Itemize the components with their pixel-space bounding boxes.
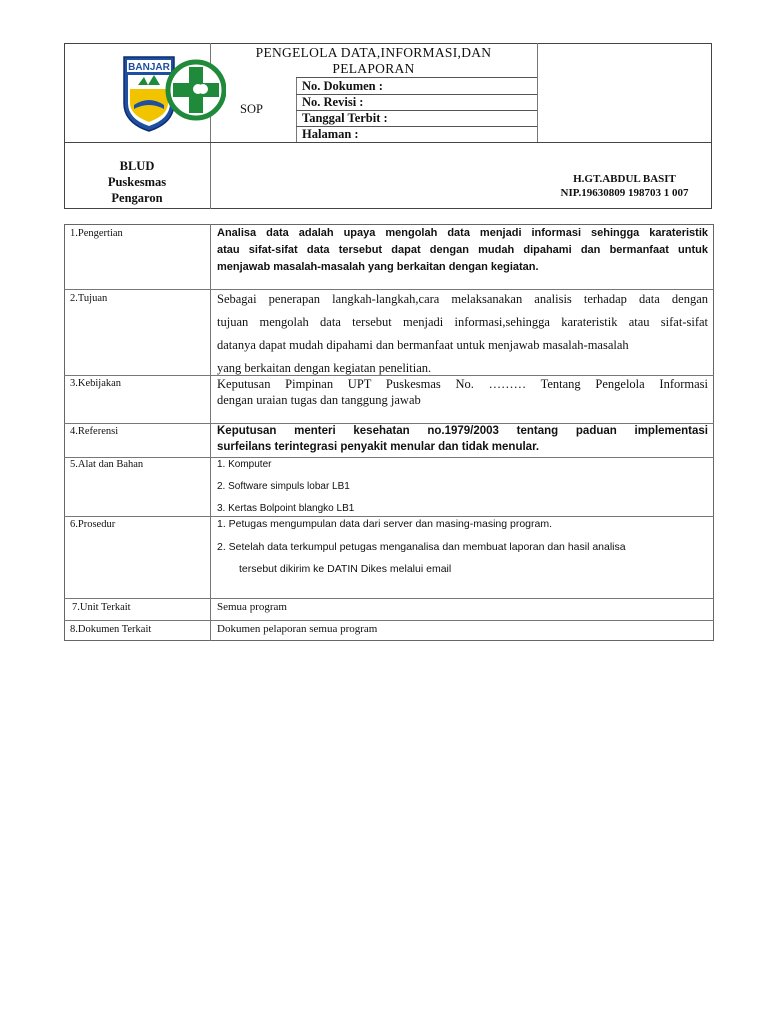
- dokumen-terkait-label: 8.Dokumen Terkait: [70, 624, 152, 635]
- alat-item: 2. Software simpuls lobar LB1: [217, 481, 350, 492]
- dokumen-terkait-value: Dokumen pelaporan semua program: [217, 623, 378, 635]
- prosedur-item: 2. Setelah data terkumpul petugas menganalisa dan membuat laporan dan hasil analisa: [217, 541, 626, 553]
- alat-label: 5.Alat dan Bahan: [70, 459, 144, 470]
- prosedur-item-continuation: tersebut dikirim ke DATIN Dikes melalui email: [239, 563, 452, 575]
- document-title-line1: PENGELOLA DATA,INFORMASI,DAN: [255, 45, 492, 60]
- referensi-label: 4.Referensi: [70, 426, 119, 437]
- prosedur-item: 1. Petugas mengumpulan data dari server dan masing-masing program.: [217, 518, 553, 530]
- document-title-line2: PELAPORAN: [332, 61, 415, 76]
- table-column-divider: [210, 224, 211, 641]
- tujuan-text-line: datanya dapat mudah dipahami dan bermanfaat untuk menjawab masalah-masalah: [217, 338, 629, 352]
- table-row-divider: [64, 423, 714, 424]
- tujuan-text-line: tujuan mengolah data tersebut menjadi informasi,sehingga karateristik atau sifat-sifat: [217, 315, 708, 329]
- kebijakan-text-line: Keputusan Pimpinan UPT Puskesmas No. ……… Tentang Pengelola Informasi: [217, 377, 708, 391]
- org-line3: Pengaron: [111, 191, 163, 205]
- tujuan-label: 2.Tujuan: [70, 293, 108, 304]
- field-no-dokumen: No. Dokumen :: [302, 79, 383, 93]
- referensi-text-line: Keputusan menteri kesehatan no.1979/2003 tentang paduan implementasi: [217, 425, 708, 437]
- tujuan-text-line: yang berkaitan dengan kegiatan penelitian.: [217, 361, 432, 375]
- pengertian-text-line: Analisa data adalah upaya mengolah data menjadi informasi sehingga karateristik: [217, 227, 708, 239]
- logo-text: BANJAR: [128, 62, 170, 73]
- signer-nip: NIP.19630809 198703 1 007: [560, 187, 689, 199]
- prosedur-label: 6.Prosedur: [70, 519, 116, 530]
- sop-label: SOP: [240, 102, 263, 116]
- header-divider: [64, 142, 712, 143]
- alat-item: 3. Kertas Bolpoint blangko LB1: [217, 503, 355, 514]
- table-row-divider: [64, 620, 714, 621]
- field-tanggal-terbit: Tanggal Terbit :: [302, 111, 388, 125]
- header-divider: [296, 77, 537, 78]
- referensi-text-line: surfeilans terintegrasi penyakit menular dan tidak menular.: [217, 441, 540, 453]
- signer-name: H.GT.ABDUL BASIT: [573, 173, 676, 185]
- pengertian-label: 1.Pengertian: [70, 228, 123, 239]
- org-line2: Puskesmas: [107, 175, 167, 189]
- table-row-divider: [64, 598, 714, 599]
- header-divider: [537, 43, 538, 142]
- unit-terkait-label: 7.Unit Terkait: [72, 602, 131, 613]
- pengertian-text-line: atau sifat-sifat data tersebut dapat dengan mudah dipahami dan bermanfaat untuk: [217, 244, 708, 256]
- pengertian-text-line: menjawab masalah-masalah yang berkaitan dengan kegiatan.: [217, 261, 539, 273]
- unit-terkait-value: Semua program: [217, 601, 287, 613]
- table-row-divider: [64, 516, 714, 517]
- field-no-revisi: No. Revisi :: [302, 95, 364, 109]
- tujuan-text-line: Sebagai penerapan langkah-langkah,cara melaksanakan analisis terhadap data dengan: [217, 292, 708, 306]
- org-line1: BLUD: [119, 159, 155, 173]
- kebijakan-label: 3.Kebijakan: [70, 378, 122, 389]
- table-row-divider: [64, 289, 714, 290]
- kebijakan-text-line: dengan uraian tugas dan tanggung jawab: [217, 393, 421, 407]
- field-halaman: Halaman :: [302, 127, 359, 141]
- table-row-divider: [64, 457, 714, 458]
- alat-item: 1. Komputer: [217, 459, 272, 470]
